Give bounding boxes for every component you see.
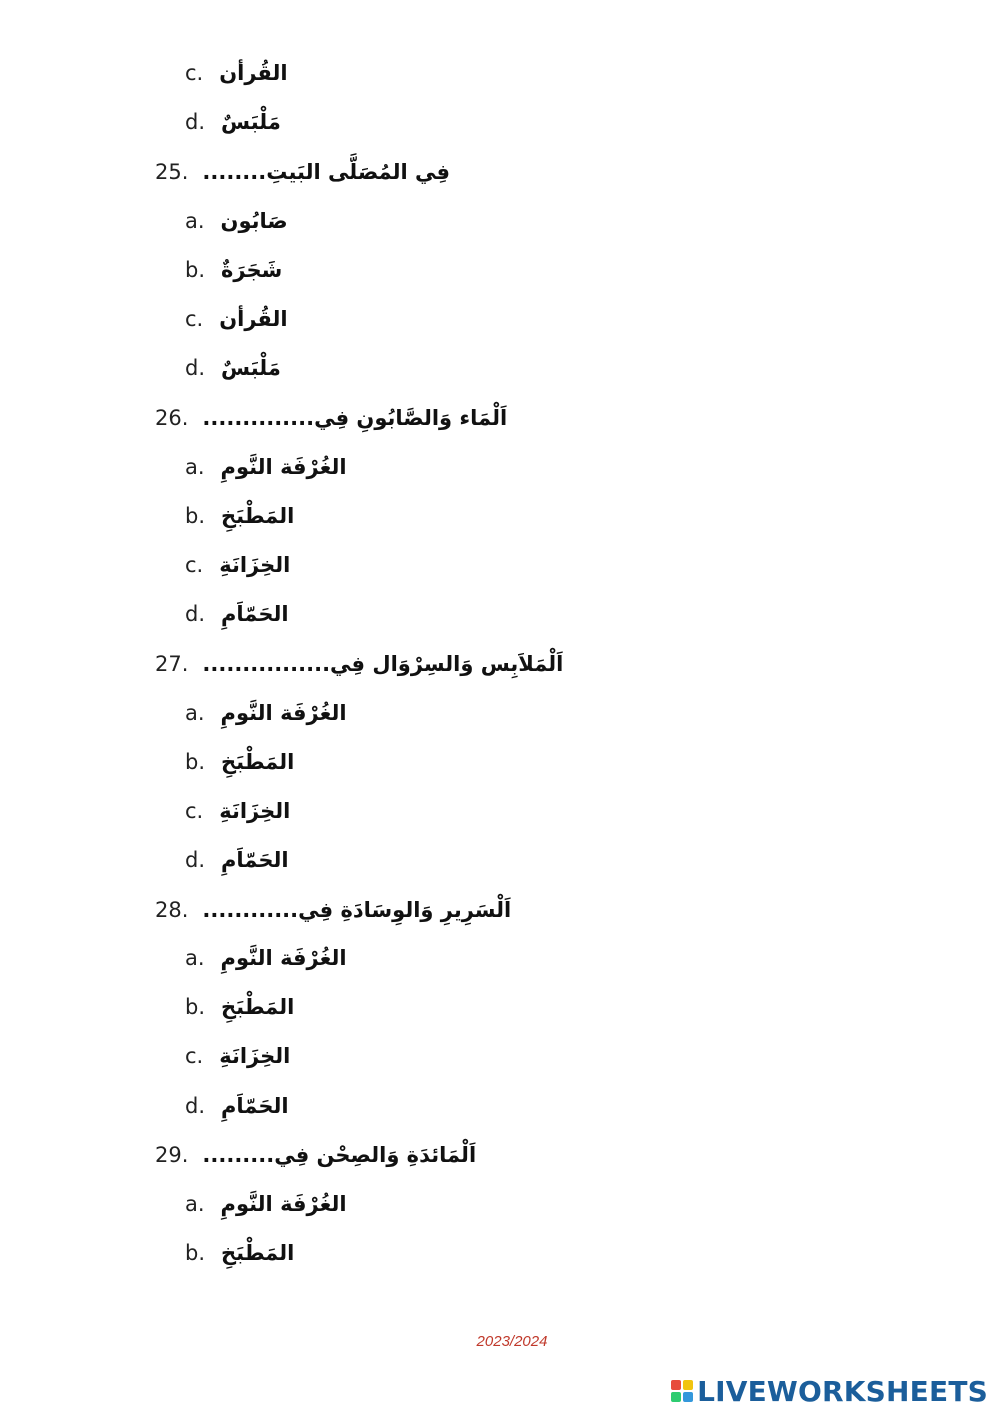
- option-text: المَطْبَخِ: [221, 1241, 295, 1265]
- question-row: [155, 1135, 476, 1175]
- option-row[interactable]: [185, 693, 347, 733]
- option-text: الغُرْفَة النَّومِ: [220, 946, 347, 970]
- option-row[interactable]: [185, 102, 281, 142]
- option-text: المَطْبَخِ: [221, 504, 295, 528]
- option-text: صَابُون: [220, 209, 288, 233]
- logo-square-blue: [683, 1392, 693, 1402]
- option-letter: d.: [185, 1094, 206, 1118]
- option-text: الغُرْفَة النَّومِ: [220, 701, 347, 725]
- option-text: القُرأن: [219, 307, 288, 331]
- question-row: [155, 398, 507, 438]
- option-text: الحَمّاَمِ: [221, 602, 289, 626]
- option-row[interactable]: [185, 201, 288, 241]
- option-letter: a.: [185, 701, 205, 725]
- option-text: الغُرْفَة النَّومِ: [220, 1192, 347, 1216]
- option-row[interactable]: [185, 594, 289, 634]
- option-row[interactable]: [185, 348, 281, 388]
- option-row[interactable]: [185, 447, 347, 487]
- option-row[interactable]: [185, 250, 282, 290]
- question-text: اَلْسَرِيرِ وَالوِسَادَةِ فِي............: [202, 898, 512, 922]
- option-row[interactable]: [185, 1233, 294, 1273]
- option-text: الخِزَانَةِ: [219, 553, 291, 577]
- liveworksheets-logo-icon: [671, 1380, 693, 1402]
- footer-year: 2023/2024: [476, 1333, 548, 1350]
- brand-name: LIVEWORKSHEETS: [697, 1374, 988, 1408]
- option-letter: a.: [185, 1192, 205, 1216]
- option-letter: d.: [185, 602, 206, 626]
- option-letter: a.: [185, 455, 205, 479]
- question-number: 27.: [155, 652, 189, 676]
- option-letter: b.: [185, 750, 206, 774]
- option-row[interactable]: [185, 299, 288, 339]
- option-letter: d.: [185, 110, 206, 134]
- option-text: الحَمّاَمِ: [221, 1094, 289, 1118]
- option-text: شَجَرَةٌ: [221, 258, 283, 282]
- option-text: الحَمّاَمِ: [221, 848, 289, 872]
- option-row[interactable]: [185, 1184, 347, 1224]
- option-text: الخِزَانَةِ: [219, 799, 291, 823]
- option-row[interactable]: [185, 1086, 289, 1126]
- option-row[interactable]: [185, 791, 290, 831]
- option-letter: a.: [185, 209, 205, 233]
- question-row: [155, 152, 450, 192]
- option-text: مَلْبَسٌ: [221, 110, 281, 134]
- option-text: الخِزَانَةِ: [219, 1044, 291, 1068]
- question-number: 25.: [155, 160, 189, 184]
- option-letter: d.: [185, 848, 206, 872]
- option-row[interactable]: [185, 1036, 290, 1076]
- question-number: 28.: [155, 898, 189, 922]
- option-text: مَلْبَسٌ: [221, 356, 281, 380]
- option-letter: b.: [185, 1241, 206, 1265]
- option-row[interactable]: [185, 987, 294, 1027]
- option-row[interactable]: [185, 496, 294, 536]
- option-letter: c.: [185, 307, 204, 331]
- option-letter: c.: [185, 1044, 204, 1068]
- logo-square-red: [671, 1380, 681, 1390]
- question-text: اَلْمَائدَةِ وَالصِحْن فِي.........: [202, 1143, 477, 1167]
- option-text: المَطْبَخِ: [221, 750, 295, 774]
- option-letter: c.: [185, 799, 204, 823]
- question-number: 26.: [155, 406, 189, 430]
- question-text: فِي المُصَلَّى البَيتِ........: [202, 160, 450, 184]
- option-row[interactable]: [185, 53, 288, 93]
- question-row: [155, 890, 511, 930]
- option-row[interactable]: [185, 840, 289, 880]
- option-text: المَطْبَخِ: [221, 995, 295, 1019]
- question-text: اَلْمَاء وَالصَّابُونِ فِي..............: [202, 406, 508, 430]
- option-row[interactable]: [185, 545, 290, 585]
- option-letter: b.: [185, 995, 206, 1019]
- question-number: 29.: [155, 1143, 189, 1167]
- option-letter: b.: [185, 258, 206, 282]
- logo-square-yellow: [683, 1380, 693, 1390]
- liveworksheets-brand[interactable]: [671, 1371, 988, 1411]
- logo-square-green: [671, 1392, 681, 1402]
- option-letter: d.: [185, 356, 206, 380]
- option-letter: c.: [185, 61, 204, 85]
- question-row: [155, 644, 563, 684]
- option-letter: b.: [185, 504, 206, 528]
- question-text: اَلْمَلاَبِس وَالسِرْوَال فِي................: [202, 652, 564, 676]
- option-letter: c.: [185, 553, 204, 577]
- option-row[interactable]: [185, 742, 294, 782]
- option-text: القُرأن: [219, 61, 288, 85]
- option-letter: a.: [185, 946, 205, 970]
- option-text: الغُرْفَة النَّومِ: [220, 455, 347, 479]
- option-row[interactable]: [185, 938, 347, 978]
